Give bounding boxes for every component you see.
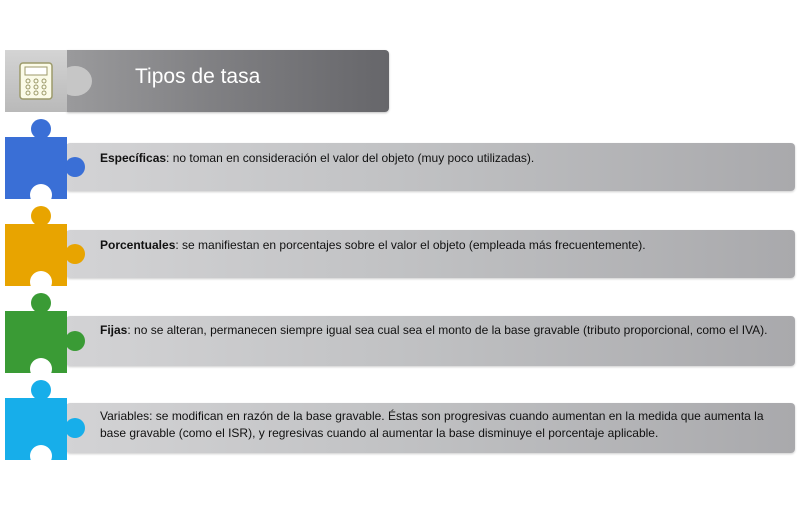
puzzle-knob-right — [65, 418, 85, 438]
puzzle-notch — [30, 184, 52, 206]
puzzle-knob-right — [65, 331, 85, 351]
row-text-variables — [100, 408, 780, 442]
puzzle-knob — [31, 119, 51, 139]
puzzle-notch — [30, 358, 52, 380]
page-title: Tipos de tasa — [135, 65, 261, 88]
puzzle-piece-fijas — [5, 311, 67, 373]
puzzle-notch — [30, 271, 52, 293]
term-label: Específicas — [100, 151, 167, 165]
puzzle-knob — [31, 293, 51, 313]
calculator-icon — [18, 61, 54, 101]
description: : no toman en consideración el valor del objeto (muy poco utilizadas). — [166, 151, 535, 165]
term-label: Fijas — [100, 323, 128, 337]
puzzle-piece-variables — [5, 398, 67, 460]
puzzle-piece-especificas — [5, 137, 67, 199]
description: Variables: se modifican en razón de la base gravable. Éstas son progresivas cuando aumentan en la medida que aumenta la base gravable (como el ISR), y regresivas cuando al aumentar la base disminuye el porcentaje aplicable. — [100, 409, 764, 440]
puzzle-piece-porcentuales — [5, 224, 67, 286]
puzzle-notch — [30, 445, 52, 467]
term-label: Porcentuales — [100, 238, 176, 252]
row-text-especificas — [100, 150, 780, 167]
description: : no se alteran, permanecen siempre igual sea cual sea el monto de la base gravable (tributo proporcional, como el IVA). — [127, 323, 768, 337]
puzzle-knob-right — [65, 244, 85, 264]
puzzle-knob — [31, 206, 51, 226]
description: : se manifiestan en porcentajes sobre el valor el objeto (empleada más frecuentemente). — [175, 238, 646, 252]
puzzle-knob — [31, 380, 51, 400]
row-text-fijas — [100, 322, 780, 339]
puzzle-knob-right — [65, 157, 85, 177]
row-text-porcentuales — [100, 237, 780, 254]
